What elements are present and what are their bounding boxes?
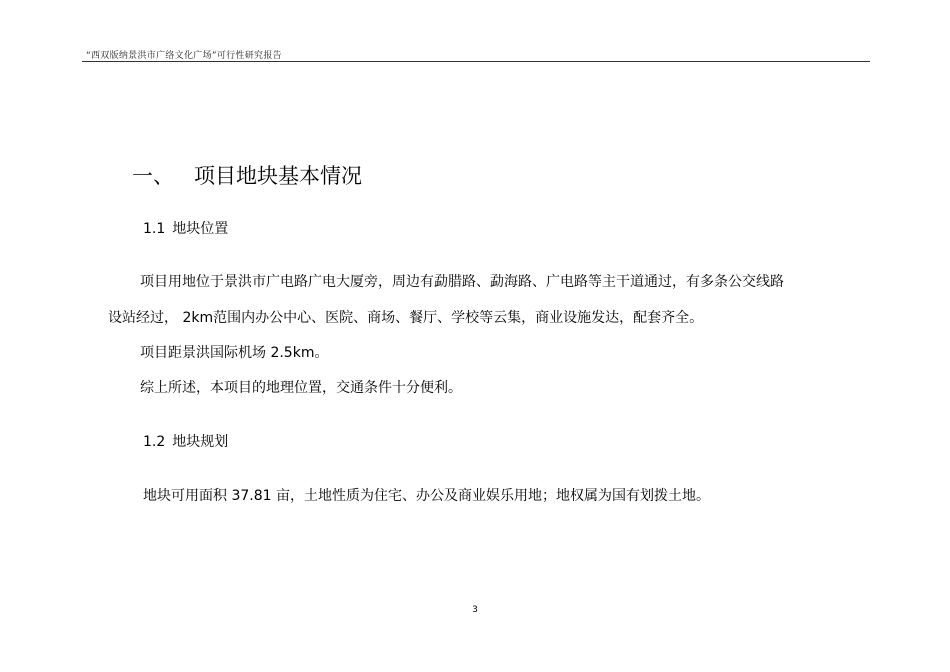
chapter-number: 一、 xyxy=(132,164,174,188)
running-header: “西双版纳景洪市广络文化广场”可行性研究报告 xyxy=(86,51,282,61)
section-number: 1.1 xyxy=(143,221,166,237)
section-title: 地块规划 xyxy=(172,434,229,450)
chapter-title: 项目地块基本情况 xyxy=(194,164,362,188)
paragraph-location-line-2: 设站经过， 2km范围内办公中心、医院、商场、餐厅、学校等云集，商业设施发达，配套齐全。 xyxy=(108,310,704,326)
section-heading-1-1 xyxy=(143,218,228,238)
paragraph-location-line-1: 项目用地位于景洪市广电路广电大厦旁，周边有勐腊路、勐海路、广电路等主干道通过，有多条公交线路 xyxy=(140,274,784,290)
section-heading-1-2 xyxy=(143,431,228,451)
paragraph-summary: 综上所述，本项目的地理位置，交通条件十分便利。 xyxy=(140,380,462,396)
page-number: 3 xyxy=(472,605,478,615)
section-title: 地块位置 xyxy=(172,221,229,237)
section-number: 1.2 xyxy=(143,434,166,450)
chapter-heading xyxy=(132,160,362,190)
paragraph-land-area: 地块可用面积 37.81 亩，土地性质为住宅、办公及商业娱乐用地；地权属为国有划拨土地。 xyxy=(143,488,710,504)
header-divider xyxy=(82,61,870,62)
paragraph-airport-distance: 项目距景洪国际机场 2.5km。 xyxy=(140,345,329,361)
